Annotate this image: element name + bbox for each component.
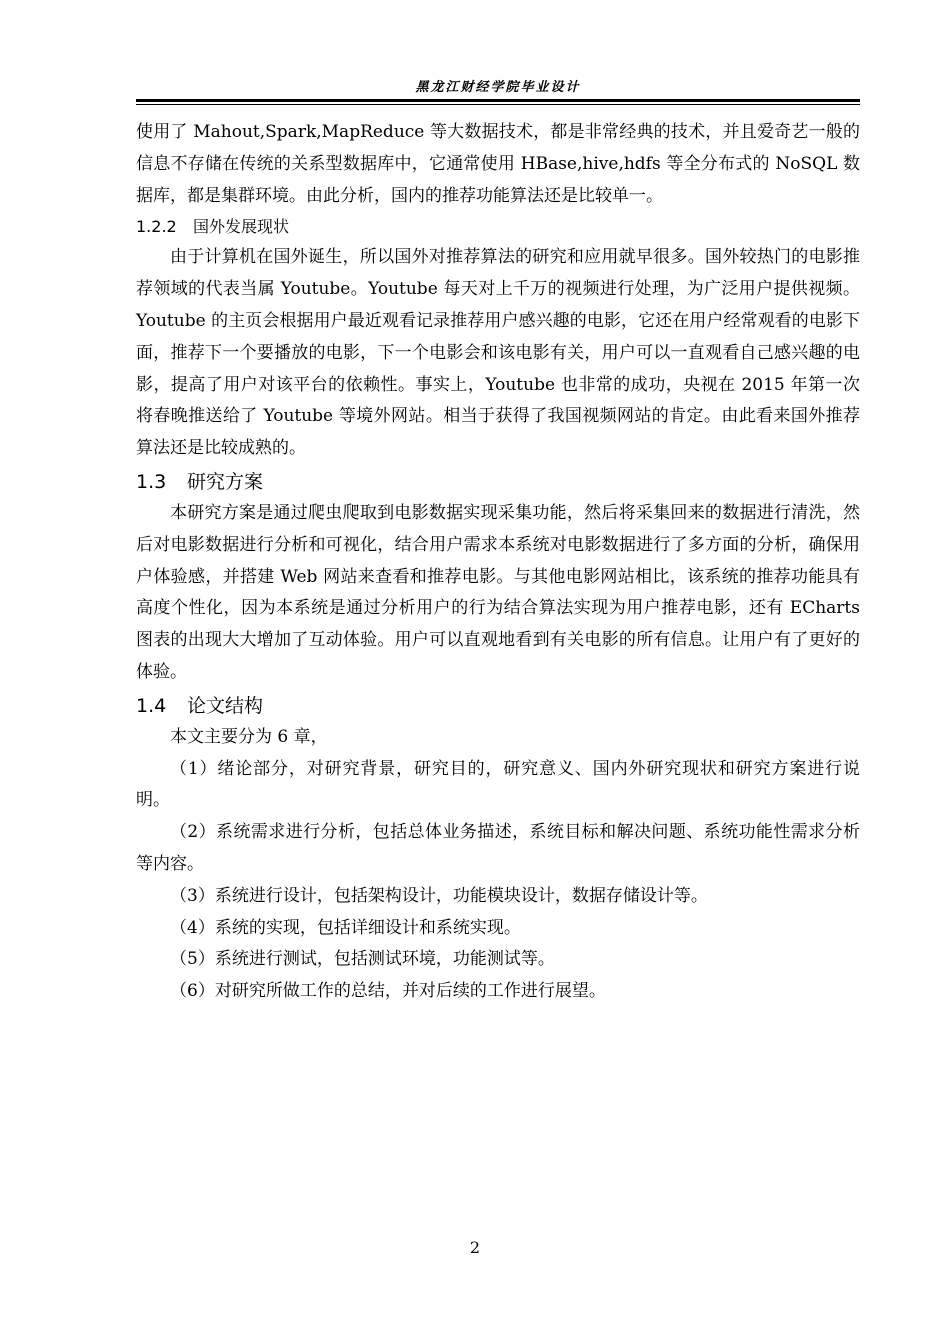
section-number: 1.3 xyxy=(136,470,167,493)
chapter-list-item: （6）对研究所做工作的总结，并对后续的工作进行展望。 xyxy=(170,981,606,1002)
document-body xyxy=(136,117,860,1008)
intro-paragraph: 使用了 Mahout,Spark,MapReduce 等大数据技术，都是非常经典的技术，并且爱奇艺一般的信息不存储在传统的关系型数据库中，它通常使用 HBase,hive,hdfs 等全分布式的 NoSQL 数据库，都是集群环境。由此分析，国内的推荐功能算法还是比较单一。 xyxy=(136,122,860,206)
chapter-list-item: （4）系统的实现，包括详细设计和系统实现。 xyxy=(170,917,521,938)
section-heading-1-4 xyxy=(136,691,860,722)
section-title: 研究方案 xyxy=(187,470,264,493)
section-number: 1.2.2 xyxy=(136,217,177,237)
page-header-title: 黑龙江财经学院毕业设计 xyxy=(415,80,581,95)
section-1-2-2-paragraph: 由于计算机在国外诞生，所以国外对推荐算法的研究和应用就早很多。国外较热门的电影推荐领域的代表当属 Youtube。Youtube 每天对上千万的视频进行处理，为广泛用户提供视频。Youtube 的主页会根据用户最近观看记录推荐用户感兴趣的电影，它还在用户经常观看的电影下面，推荐下一个要播放的电影，下一个电影会和该电影有关，用户可以一直观看自己感兴趣的电影，提高了用户对该平台的依赖性。事实上，Youtube 也非常的成功，央视在 2015 年第一次将春晚推送给了 Youtube 等境外网站。相当于获得了我国视频网站的肯定。由此看来国外推荐算法还是比较成熟的。 xyxy=(136,247,860,459)
chapter-list-item: （1）绪论部分，对研究背景，研究目的，研究意义、国内外研究现状和研究方案进行说明。 xyxy=(136,758,860,811)
section-title: 国外发展现状 xyxy=(193,217,290,237)
chapter-list-item: （3）系统进行设计，包括架构设计，功能模块设计，数据存储设计等。 xyxy=(170,885,708,906)
section-1-3-paragraph: 本研究方案是通过爬虫爬取到电影数据实现采集功能，然后将采集回来的数据进行清洗，然后对电影数据进行分析和可视化，结合用户需求本系统对电影数据进行了多方面的分析，确保用户体验感，并搭建 Web 网站来查看和推荐电影。与其他电影网站相比，该系统的推荐功能具有高度个性化，因为本系统是通过分析用户的行为结合算法实现为用户推荐电影，还有 ECharts 图表的出现大大增加了互动体验。用户可以直观地看到有关电影的所有信息。让用户有了更好的体验。 xyxy=(136,502,860,682)
page-number: 2 xyxy=(469,1238,481,1257)
chapter-list-item: （2）系统需求进行分析，包括总体业务描述，系统目标和解决问题、系统功能性需求分析等内容。 xyxy=(136,822,860,874)
header-rule-thin xyxy=(136,104,860,105)
section-heading-1-2-2 xyxy=(136,212,860,242)
section-title: 论文结构 xyxy=(187,694,264,717)
section-number: 1.4 xyxy=(136,694,167,717)
section-1-4-intro: 本文主要分为 6 章， xyxy=(170,726,328,747)
header-rule-thick xyxy=(136,99,860,102)
chapter-list-item: （5）系统进行测试，包括测试环境，功能测试等。 xyxy=(170,949,555,970)
section-heading-1-3 xyxy=(136,467,860,498)
